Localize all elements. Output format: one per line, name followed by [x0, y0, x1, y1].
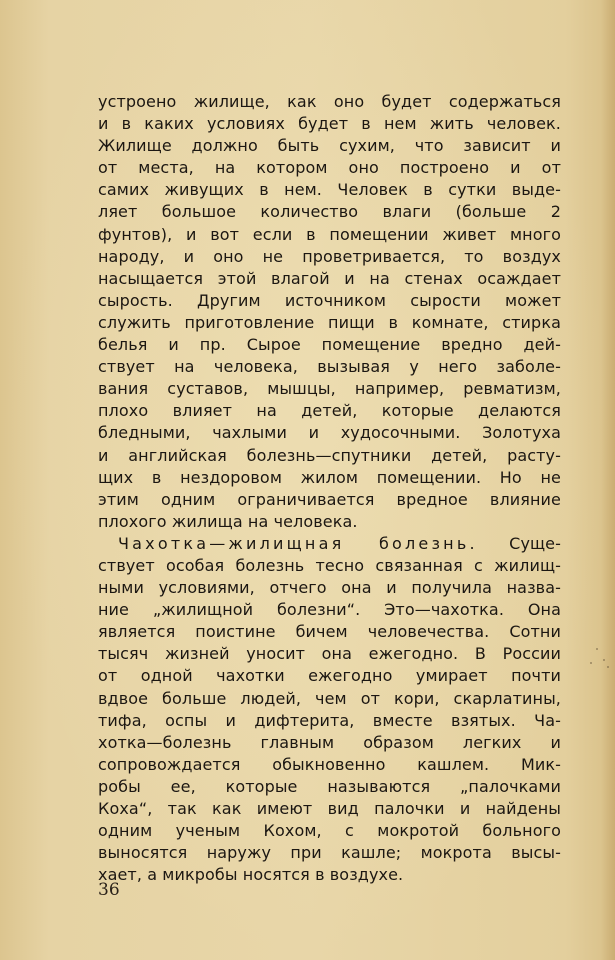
text-line: фунтов), и вот если в помещении живет много — [98, 224, 561, 244]
text-line: бледными, чахлыми и худосочными. Золотуха — [98, 423, 561, 443]
text-line: хотка—болезнь главным образом легких и — [98, 732, 561, 752]
text-line: ляет большое количество влаги (больше 2 — [98, 202, 561, 222]
text-line: вдвое больше людей, чем от кори, скарлатины, — [98, 688, 561, 708]
text-line: тифа, оспы и дифтерита, вместе взятых. Ча- — [98, 710, 561, 730]
page-number: 36 — [98, 880, 120, 900]
paper-speck — [607, 666, 609, 668]
paragraph-housing-dampness — [98, 91, 561, 533]
paper-speck — [590, 662, 592, 664]
text-line: насыщается этой влагой и на стенах осаждает — [98, 268, 561, 288]
body-text — [98, 91, 561, 886]
text-line: устроено жилище, как оно будет содержаться — [98, 92, 561, 111]
text-line: плохого жилища на человека. — [98, 511, 358, 531]
text-line: белья и пр. Сырое помещение вредно дей- — [98, 335, 561, 355]
paper-speck — [603, 659, 605, 661]
section-heading: Чахотка—жилищная болезнь. — [118, 533, 478, 553]
text-line: народу, и оно не проветривается, то воздух — [98, 246, 561, 266]
text-line: и в каких условиях будет в нем жить человек. — [98, 114, 561, 134]
text-line: робы ее, которые называются „палочками — [98, 776, 561, 796]
paper-speck — [596, 648, 598, 650]
text-line: сопровождается обыкновенно кашлем. Мик- — [98, 754, 561, 774]
text-line: ствует особая болезнь тесно связанная с жилищ- — [98, 555, 561, 575]
text-line: плохо влияет на детей, которые делаются — [98, 401, 561, 421]
text-line: хает, а микробы носятся в воздухе. — [98, 865, 404, 885]
text-line: служить приготовление пищи в комнате, стирка — [98, 312, 561, 332]
paragraph-first-line — [98, 533, 561, 555]
text-line: выносятся наружу при кашле; мокрота высы- — [98, 843, 561, 863]
text-line: самих живущих в нем. Человек в сутки выде- — [98, 180, 561, 200]
heading-line-rest: Суще- — [477, 533, 561, 553]
text-line: ние „жилищной болезни“. Это—чахотка. Она — [98, 600, 561, 620]
paragraph-tuberculosis — [98, 533, 561, 887]
text-line: тысяч жизней уносит она ежегодно. В России — [98, 644, 561, 664]
text-line: сырость. Другим источником сырости может — [98, 290, 561, 310]
page-edge-shadow — [601, 0, 615, 960]
text-line: вания суставов, мышцы, например, ревматизм, — [98, 379, 561, 399]
text-line: Жилище должно быть сухим, что зависит и — [98, 136, 561, 156]
text-line: от одной чахотки ежегодно умирает почти — [98, 666, 561, 686]
text-line: ными условиями, отчего она и получила назва- — [98, 578, 561, 598]
text-line: является поистине бичем человечества. Сотни — [98, 622, 561, 642]
text-line: от места, на котором оно построено и от — [98, 158, 561, 178]
text-line: и английская болезнь—спутники детей, расту- — [98, 445, 561, 465]
text-line: ствует на человека, вызывая у него заболе- — [98, 357, 561, 377]
text-line: щих в нездоровом жилом помещении. Но не — [98, 467, 561, 487]
text-line: этим одним ограничивается вредное влияние — [98, 489, 561, 509]
text-line: Коха“, так как имеют вид палочки и найдены — [98, 799, 561, 818]
text-line: одним ученым Кохом, с мокротой больного — [98, 821, 561, 841]
